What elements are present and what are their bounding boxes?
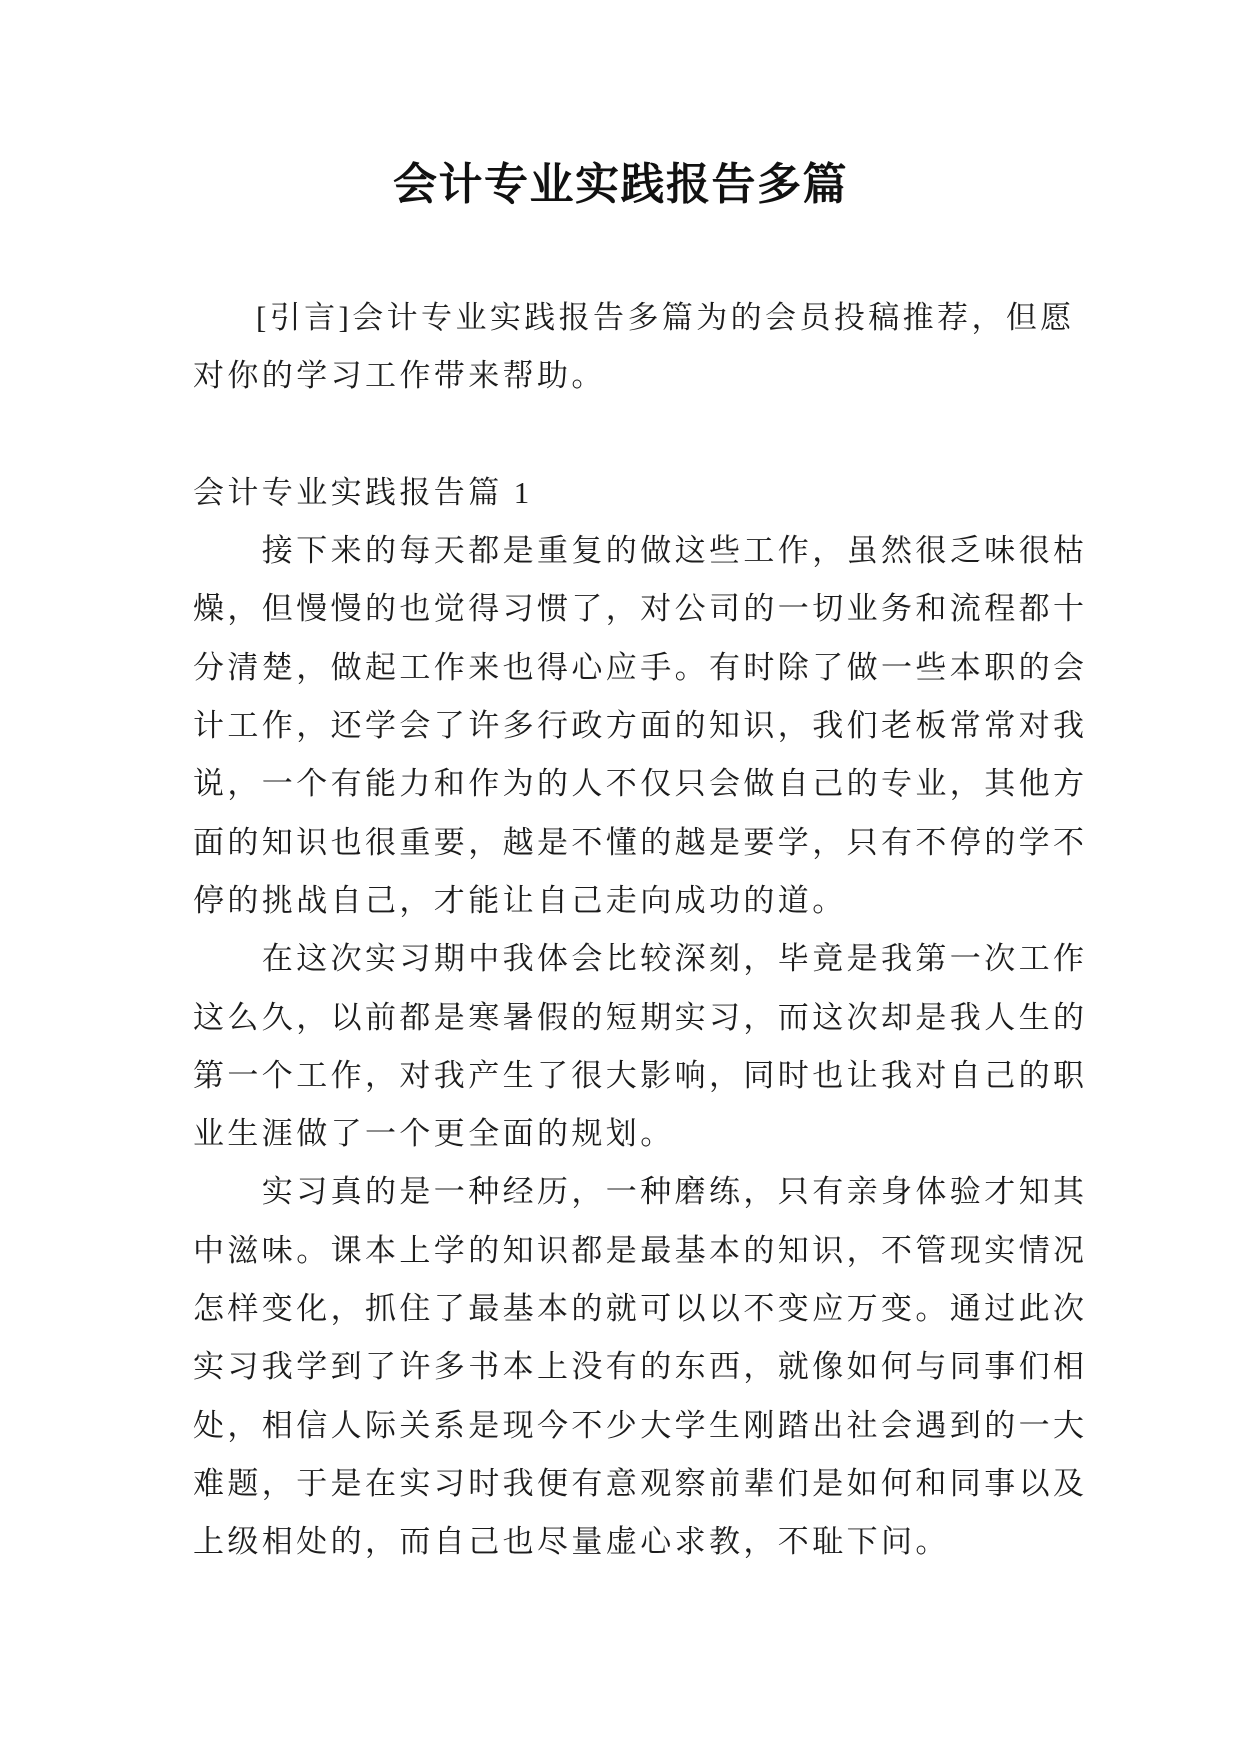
intro-paragraph (193, 289, 1075, 406)
paragraph-line: 这么久，以前都是寒暑假的短期实习，而这次却是我人生的 (193, 999, 1088, 1035)
paragraph-3 (193, 1163, 1088, 1571)
paragraph-1 (193, 522, 1088, 930)
paragraph-line: 在这次实习期中我体会比较深刻，毕竟是我第一次工作 (261, 941, 1088, 977)
paragraph-line: 第一个工作，对我产生了很大影响，同时也让我对自己的职 (193, 1057, 1088, 1093)
paragraph-2 (193, 930, 1088, 1163)
paragraph-line: 上级相处的，而自己也尽量虚心求教，不耻下问。 (193, 1524, 950, 1560)
paragraph-line: 难题，于是在实习时我便有意观察前辈们是如何和同事以及 (193, 1465, 1088, 1501)
paragraph-line: 处，相信人际关系是现今不少大学生刚踏出社会遇到的一大 (193, 1407, 1088, 1443)
intro-line: 对你的学习工作带来帮助。 (193, 358, 606, 394)
paragraph-line: 说，一个有能力和作为的人不仅只会做自己的专业，其他方 (193, 766, 1088, 802)
paragraph-line: 怎样变化，抓住了最基本的就可以以不变应万变。通过此次 (193, 1291, 1088, 1327)
paragraph-line: 分清楚，做起工作来也得心应手。有时除了做一些本职的会 (193, 649, 1088, 685)
paragraph-spacer (193, 406, 1063, 464)
paragraph-line: 实习真的是一种经历，一种磨练，只有亲身体验才知其 (261, 1174, 1088, 1210)
document-title: 会计专业实践报告多篇 (393, 160, 848, 209)
intro-line: [引言]会计专业实践报告多篇为的会员投稿推荐，但愿 (256, 300, 1075, 335)
paragraph-line: 计工作，还学会了许多行政方面的知识，我们老板常常对我 (193, 708, 1088, 744)
document-body (193, 289, 1088, 1572)
paragraph-line: 实习我学到了许多书本上没有的东西，就像如何与同事们相 (193, 1349, 1088, 1385)
paragraph-line: 面的知识也很重要，越是不懂的越是要学，只有不停的学不 (193, 824, 1088, 860)
paragraph-line: 业生涯做了一个更全面的规划。 (193, 1116, 675, 1152)
paragraph-line: 停的挑战自己，才能让自己走向成功的道。 (193, 882, 847, 918)
section-heading: 会计专业实践报告篇 1 (193, 474, 533, 510)
paragraph-line: 燥，但慢慢的也觉得习惯了，对公司的一切业务和流程都十 (193, 591, 1088, 627)
paragraph-line: 接下来的每天都是重复的做这些工作，虽然很乏味很枯 (261, 533, 1088, 569)
paragraph-line: 中滋味。课本上学的知识都是最基本的知识，不管现实情况 (193, 1232, 1088, 1268)
